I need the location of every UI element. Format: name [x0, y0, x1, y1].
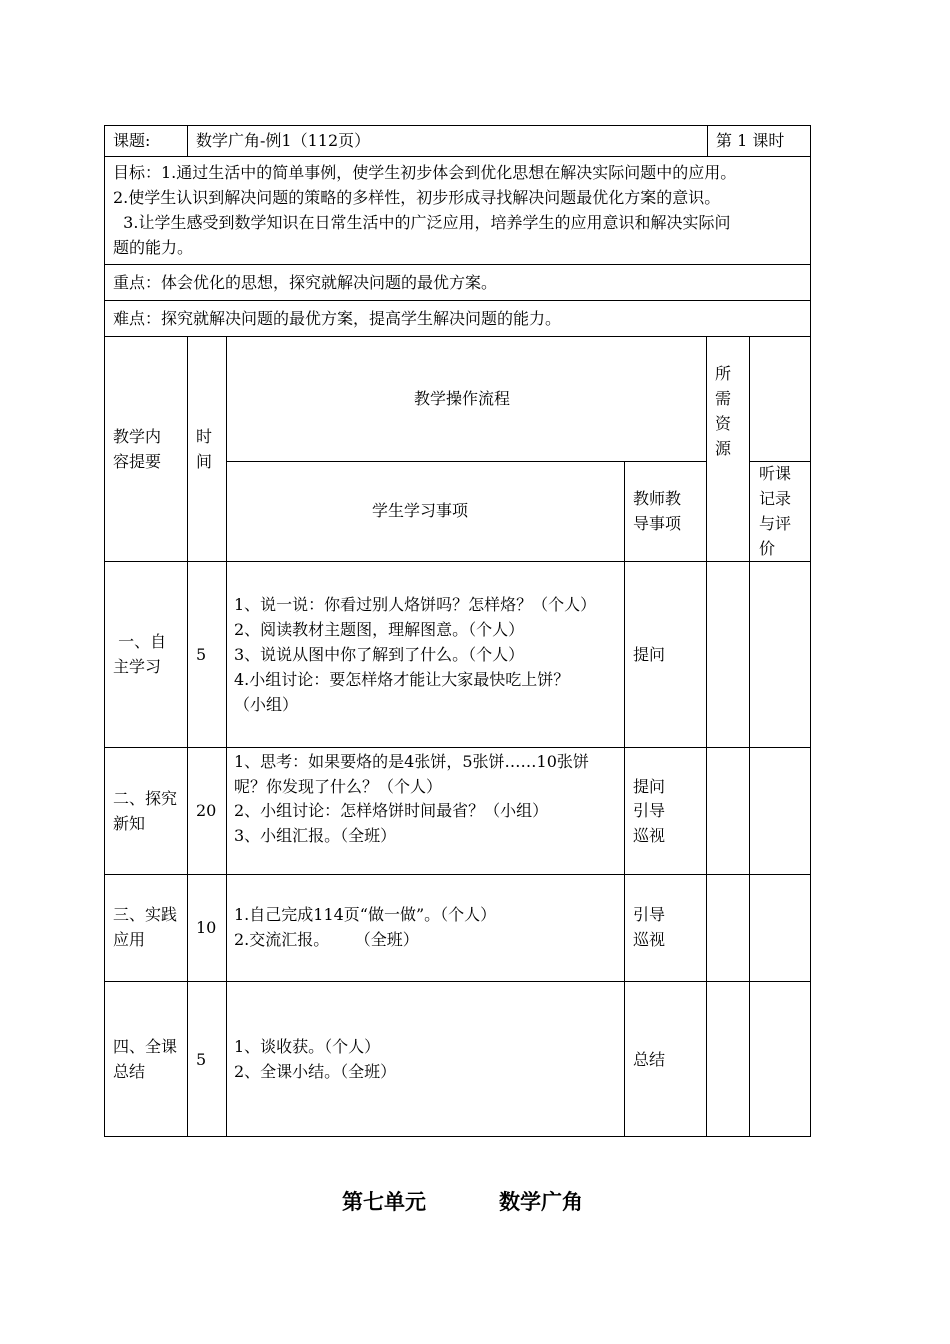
row-student-item: 1、说一说：你看过别人烙饼吗？怎样烙？（个人） [234, 595, 597, 614]
goal-line: 题的能力。 [113, 238, 194, 257]
row-student-item: 2、阅读教材主题图，理解图意。（个人） [234, 620, 525, 639]
header-review: 与评 [759, 514, 792, 533]
row-time: 20 [196, 801, 217, 820]
row-student-item: 2.交流汇报。 （全班） [234, 930, 419, 949]
row-section: 应用 [113, 930, 146, 949]
table-border [187, 125, 188, 156]
header-review: 记录 [759, 489, 792, 508]
row-section: 一、自 [113, 632, 167, 651]
row-section: 三、实践 [113, 905, 178, 924]
row-teacher-item: 引导 [633, 905, 666, 924]
row-student-item: 3、小组汇报。（全班） [234, 826, 397, 845]
row-teacher-item: 提问 [633, 645, 666, 664]
row-student-item: 1、思考：如果要烙的是4张饼，5张饼……10张饼 [234, 752, 589, 771]
title-label: 课题: [113, 131, 151, 150]
row-student-item: 2、小组讨论：怎样烙饼时间最省？（小组） [234, 801, 549, 820]
row-teacher-item: 提问 [633, 777, 666, 796]
title-value: 数学广角-例1（112页） [196, 131, 371, 150]
table-border [226, 336, 227, 1136]
table-border [104, 125, 811, 126]
topic-title: 数学广角 [499, 1189, 583, 1214]
table-border [104, 336, 811, 337]
header-time: 间 [196, 452, 213, 471]
header-content: 教学内 [113, 427, 162, 446]
header-teacher: 导事项 [633, 514, 682, 533]
row-student-item: 呢？你发现了什么？（个人） [234, 777, 443, 796]
row-section: 总结 [113, 1062, 146, 1081]
row-time: 10 [196, 918, 217, 937]
header-teacher: 教师教 [633, 489, 682, 508]
row-student-item: 4.小组讨论：要怎样烙才能让大家最快吃上饼？ [234, 670, 570, 689]
table-border [104, 125, 105, 1137]
header-resources: 源 [715, 439, 732, 458]
row-time: 5 [196, 1050, 207, 1069]
row-student-item: 2、全课小结。（全班） [234, 1062, 397, 1081]
header-flow: 教学操作流程 [414, 389, 511, 408]
row-section: 新知 [113, 814, 146, 833]
header-resources: 资 [715, 414, 732, 433]
row-section: 四、全课 [113, 1037, 178, 1056]
table-border [104, 156, 811, 157]
goal-line: 2.使学生认识到解决问题的策略的多样性，初步形成寻找解决问题最优化方案的意识。 [113, 188, 721, 207]
table-border [810, 125, 811, 1137]
header-resources: 需 [715, 389, 732, 408]
unit-title: 第七单元 [342, 1189, 426, 1214]
header-content: 容提要 [113, 452, 162, 471]
table-border [187, 336, 188, 1136]
header-student: 学生学习事项 [372, 501, 469, 520]
header-time: 时 [196, 427, 213, 446]
row-teacher-item: 总结 [633, 1050, 666, 1069]
header-review: 听课 [759, 464, 792, 483]
table-border [226, 461, 707, 462]
table-border [707, 125, 708, 156]
difficulty: 难点：探究就解决问题的最优方案，提高学生解决问题的能力。 [113, 309, 562, 328]
goal-line: 目标：1.通过生活中的简单事例，使学生初步体会到优化思想在解决实际问题中的应用。 [113, 163, 737, 182]
key-point: 重点：体会优化的思想，探究就解决问题的最优方案。 [113, 273, 498, 292]
table-border [706, 336, 707, 1136]
row-teacher-item: 巡视 [633, 930, 666, 949]
table-border [104, 300, 811, 301]
row-teacher-item: 巡视 [633, 826, 666, 845]
table-border [104, 1136, 811, 1137]
period-label: 第 1 课时 [716, 131, 785, 150]
row-student-item: 3、说说从图中你了解到了什么。（个人） [234, 645, 525, 664]
row-student-item: 1.自己完成114页“做一做”。（个人） [234, 905, 497, 924]
table-border [104, 981, 811, 982]
goal-line: 3.让学生感受到数学知识在日常生活中的广泛应用，培养学生的应用意识和解决实际问 [113, 213, 731, 232]
row-student-item: （小组） [234, 695, 299, 714]
row-student-item: 1、谈收获。（个人） [234, 1037, 381, 1056]
table-border [104, 747, 811, 748]
row-time: 5 [196, 645, 207, 664]
row-section: 主学习 [113, 657, 162, 676]
row-section: 二、探究 [113, 789, 178, 808]
table-border [104, 264, 811, 265]
header-review: 价 [759, 539, 776, 558]
table-border [104, 874, 811, 875]
row-teacher-item: 引导 [633, 801, 666, 820]
table-border [624, 461, 625, 1136]
table-border [749, 336, 750, 1136]
table-border [104, 561, 811, 562]
header-resources: 所 [715, 364, 732, 383]
